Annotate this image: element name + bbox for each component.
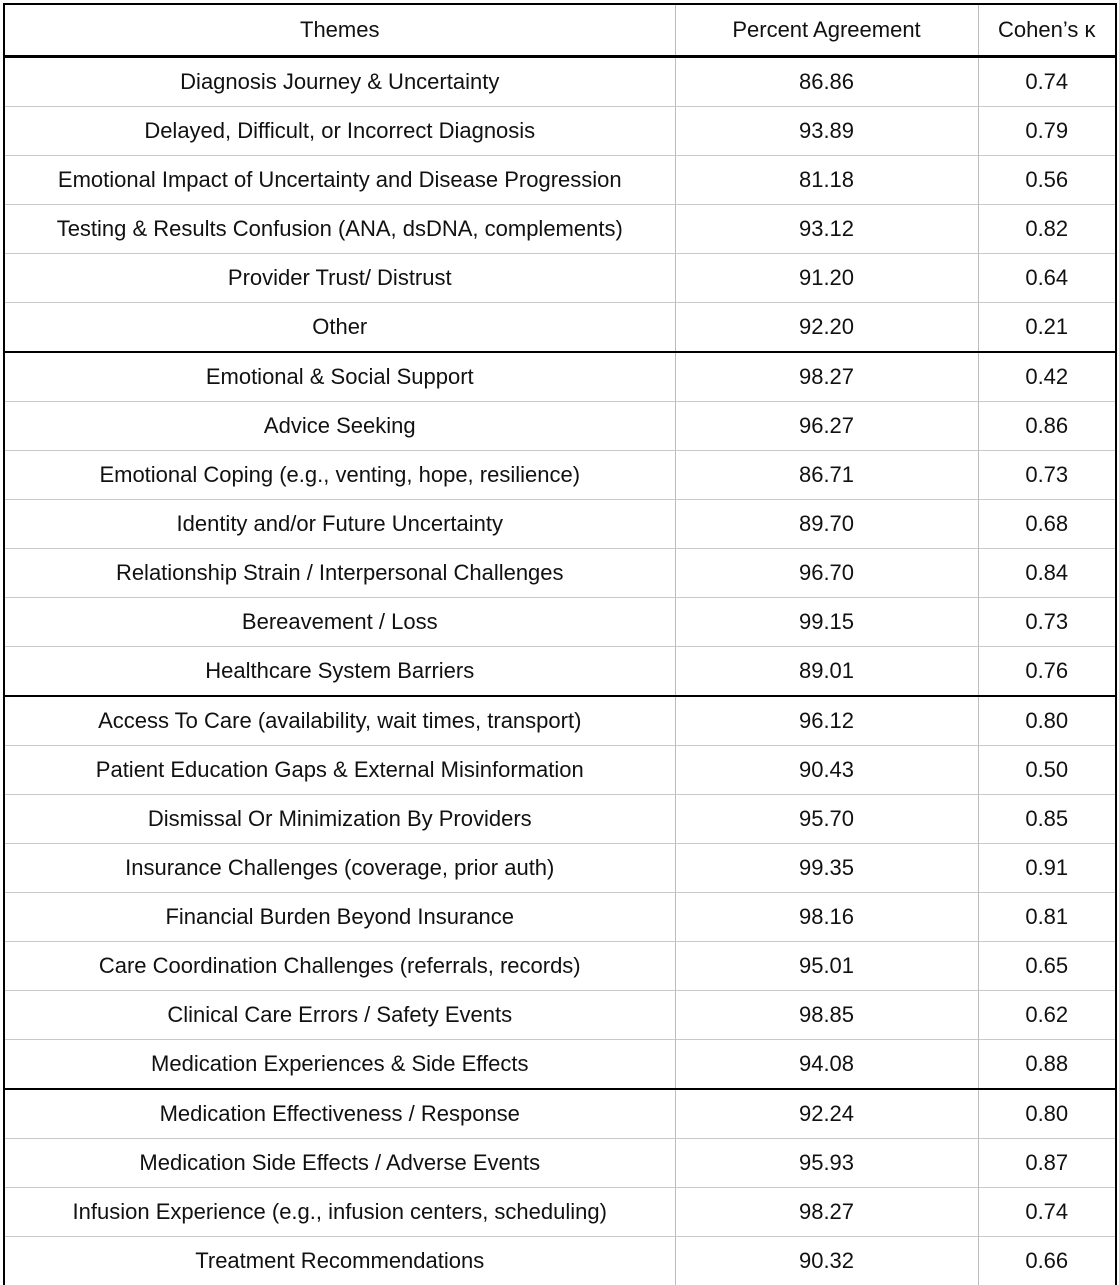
cohens-kappa-cell: 0.74: [978, 57, 1116, 107]
theme-cell: Medication Side Effects / Adverse Events: [4, 1139, 675, 1188]
percent-agreement-cell: 95.01: [675, 942, 978, 991]
table-row: [4, 549, 1116, 598]
theme-cell: Care Coordination Challenges (referrals, records): [4, 942, 675, 991]
cohens-kappa-cell: 0.62: [978, 991, 1116, 1040]
theme-cell: Emotional Impact of Uncertainty and Disease Progression: [4, 156, 675, 205]
theme-cell: Dismissal Or Minimization By Providers: [4, 795, 675, 844]
percent-agreement-cell: 98.16: [675, 893, 978, 942]
percent-agreement-cell: 98.85: [675, 991, 978, 1040]
table-row: [4, 1040, 1116, 1090]
percent-agreement-cell: 99.35: [675, 844, 978, 893]
agreement-table: [3, 3, 1117, 1285]
percent-agreement-cell: 96.12: [675, 696, 978, 746]
cohens-kappa-cell: 0.80: [978, 1089, 1116, 1139]
percent-agreement-cell: 89.70: [675, 500, 978, 549]
theme-cell: Emotional & Social Support: [4, 352, 675, 402]
cohens-kappa-cell: 0.21: [978, 303, 1116, 353]
percent-agreement-cell: 98.27: [675, 352, 978, 402]
table-row: [4, 205, 1116, 254]
cohens-kappa-cell: 0.64: [978, 254, 1116, 303]
cohens-kappa-cell: 0.79: [978, 107, 1116, 156]
percent-agreement-cell: 89.01: [675, 647, 978, 697]
theme-cell: Testing & Results Confusion (ANA, dsDNA, complements): [4, 205, 675, 254]
percent-agreement-cell: 94.08: [675, 1040, 978, 1090]
cohens-kappa-cell: 0.84: [978, 549, 1116, 598]
percent-agreement-cell: 81.18: [675, 156, 978, 205]
table-row: [4, 1139, 1116, 1188]
theme-cell: Diagnosis Journey & Uncertainty: [4, 57, 675, 107]
cohens-kappa-cell: 0.82: [978, 205, 1116, 254]
table-row: [4, 303, 1116, 353]
percent-agreement-cell: 91.20: [675, 254, 978, 303]
cohens-kappa-cell: 0.81: [978, 893, 1116, 942]
table-row: [4, 647, 1116, 697]
table-body: [4, 57, 1116, 1285]
header-cohens-kappa: Cohen’s κ: [978, 4, 1116, 57]
header-percent-agreement: Percent Agreement: [675, 4, 978, 57]
theme-cell: Access To Care (availability, wait times, transport): [4, 696, 675, 746]
theme-cell: Provider Trust/ Distrust: [4, 254, 675, 303]
cohens-kappa-cell: 0.87: [978, 1139, 1116, 1188]
cohens-kappa-cell: 0.74: [978, 1188, 1116, 1237]
percent-agreement-cell: 93.12: [675, 205, 978, 254]
percent-agreement-cell: 96.70: [675, 549, 978, 598]
table-row: [4, 451, 1116, 500]
theme-cell: Healthcare System Barriers: [4, 647, 675, 697]
table-row: [4, 1089, 1116, 1139]
table-header: [4, 4, 1116, 57]
percent-agreement-cell: 92.24: [675, 1089, 978, 1139]
cohens-kappa-cell: 0.66: [978, 1237, 1116, 1285]
percent-agreement-cell: 98.27: [675, 1188, 978, 1237]
cohens-kappa-cell: 0.73: [978, 598, 1116, 647]
table-row: [4, 1237, 1116, 1285]
table-row: [4, 893, 1116, 942]
header-themes: Themes: [4, 4, 675, 57]
table-row-group: [4, 352, 1116, 402]
table-row: [4, 746, 1116, 795]
theme-cell: Insurance Challenges (coverage, prior auth): [4, 844, 675, 893]
table-row: [4, 254, 1116, 303]
percent-agreement-cell: 90.43: [675, 746, 978, 795]
theme-cell: Emotional Coping (e.g., venting, hope, resilience): [4, 451, 675, 500]
theme-cell: Infusion Experience (e.g., infusion centers, scheduling): [4, 1188, 675, 1237]
cohens-kappa-cell: 0.50: [978, 746, 1116, 795]
theme-cell: Bereavement / Loss: [4, 598, 675, 647]
theme-cell: Delayed, Difficult, or Incorrect Diagnosis: [4, 107, 675, 156]
cohens-kappa-cell: 0.91: [978, 844, 1116, 893]
table-row: [4, 598, 1116, 647]
percent-agreement-cell: 96.27: [675, 402, 978, 451]
theme-cell: Medication Experiences & Side Effects: [4, 1040, 675, 1090]
theme-cell: Identity and/or Future Uncertainty: [4, 500, 675, 549]
percent-agreement-cell: 90.32: [675, 1237, 978, 1285]
cohens-kappa-cell: 0.80: [978, 696, 1116, 746]
theme-cell: Relationship Strain / Interpersonal Challenges: [4, 549, 675, 598]
table-row-group: [4, 57, 1116, 107]
cohens-kappa-cell: 0.85: [978, 795, 1116, 844]
theme-cell: Advice Seeking: [4, 402, 675, 451]
cohens-kappa-cell: 0.65: [978, 942, 1116, 991]
cohens-kappa-cell: 0.68: [978, 500, 1116, 549]
cohens-kappa-cell: 0.56: [978, 156, 1116, 205]
table-row: [4, 107, 1116, 156]
theme-cell: Patient Education Gaps & External Misinformation: [4, 746, 675, 795]
percent-agreement-cell: 86.86: [675, 57, 978, 107]
table-row: [4, 500, 1116, 549]
header-row: [4, 4, 1116, 57]
table-row: [4, 696, 1116, 746]
cohens-kappa-cell: 0.76: [978, 647, 1116, 697]
percent-agreement-cell: 99.15: [675, 598, 978, 647]
percent-agreement-cell: 95.93: [675, 1139, 978, 1188]
cohens-kappa-cell: 0.42: [978, 352, 1116, 402]
theme-cell: Other: [4, 303, 675, 353]
table-row: [4, 991, 1116, 1040]
table-row: [4, 402, 1116, 451]
theme-cell: Treatment Recommendations: [4, 1237, 675, 1285]
cohens-kappa-cell: 0.88: [978, 1040, 1116, 1090]
cohens-kappa-cell: 0.86: [978, 402, 1116, 451]
table-row: [4, 1188, 1116, 1237]
theme-cell: Medication Effectiveness / Response: [4, 1089, 675, 1139]
table-row: [4, 844, 1116, 893]
table-row: [4, 156, 1116, 205]
theme-cell: Financial Burden Beyond Insurance: [4, 893, 675, 942]
percent-agreement-cell: 95.70: [675, 795, 978, 844]
table-row: [4, 942, 1116, 991]
percent-agreement-cell: 92.20: [675, 303, 978, 353]
percent-agreement-cell: 93.89: [675, 107, 978, 156]
table-row: [4, 795, 1116, 844]
percent-agreement-cell: 86.71: [675, 451, 978, 500]
theme-cell: Clinical Care Errors / Safety Events: [4, 991, 675, 1040]
cohens-kappa-cell: 0.73: [978, 451, 1116, 500]
